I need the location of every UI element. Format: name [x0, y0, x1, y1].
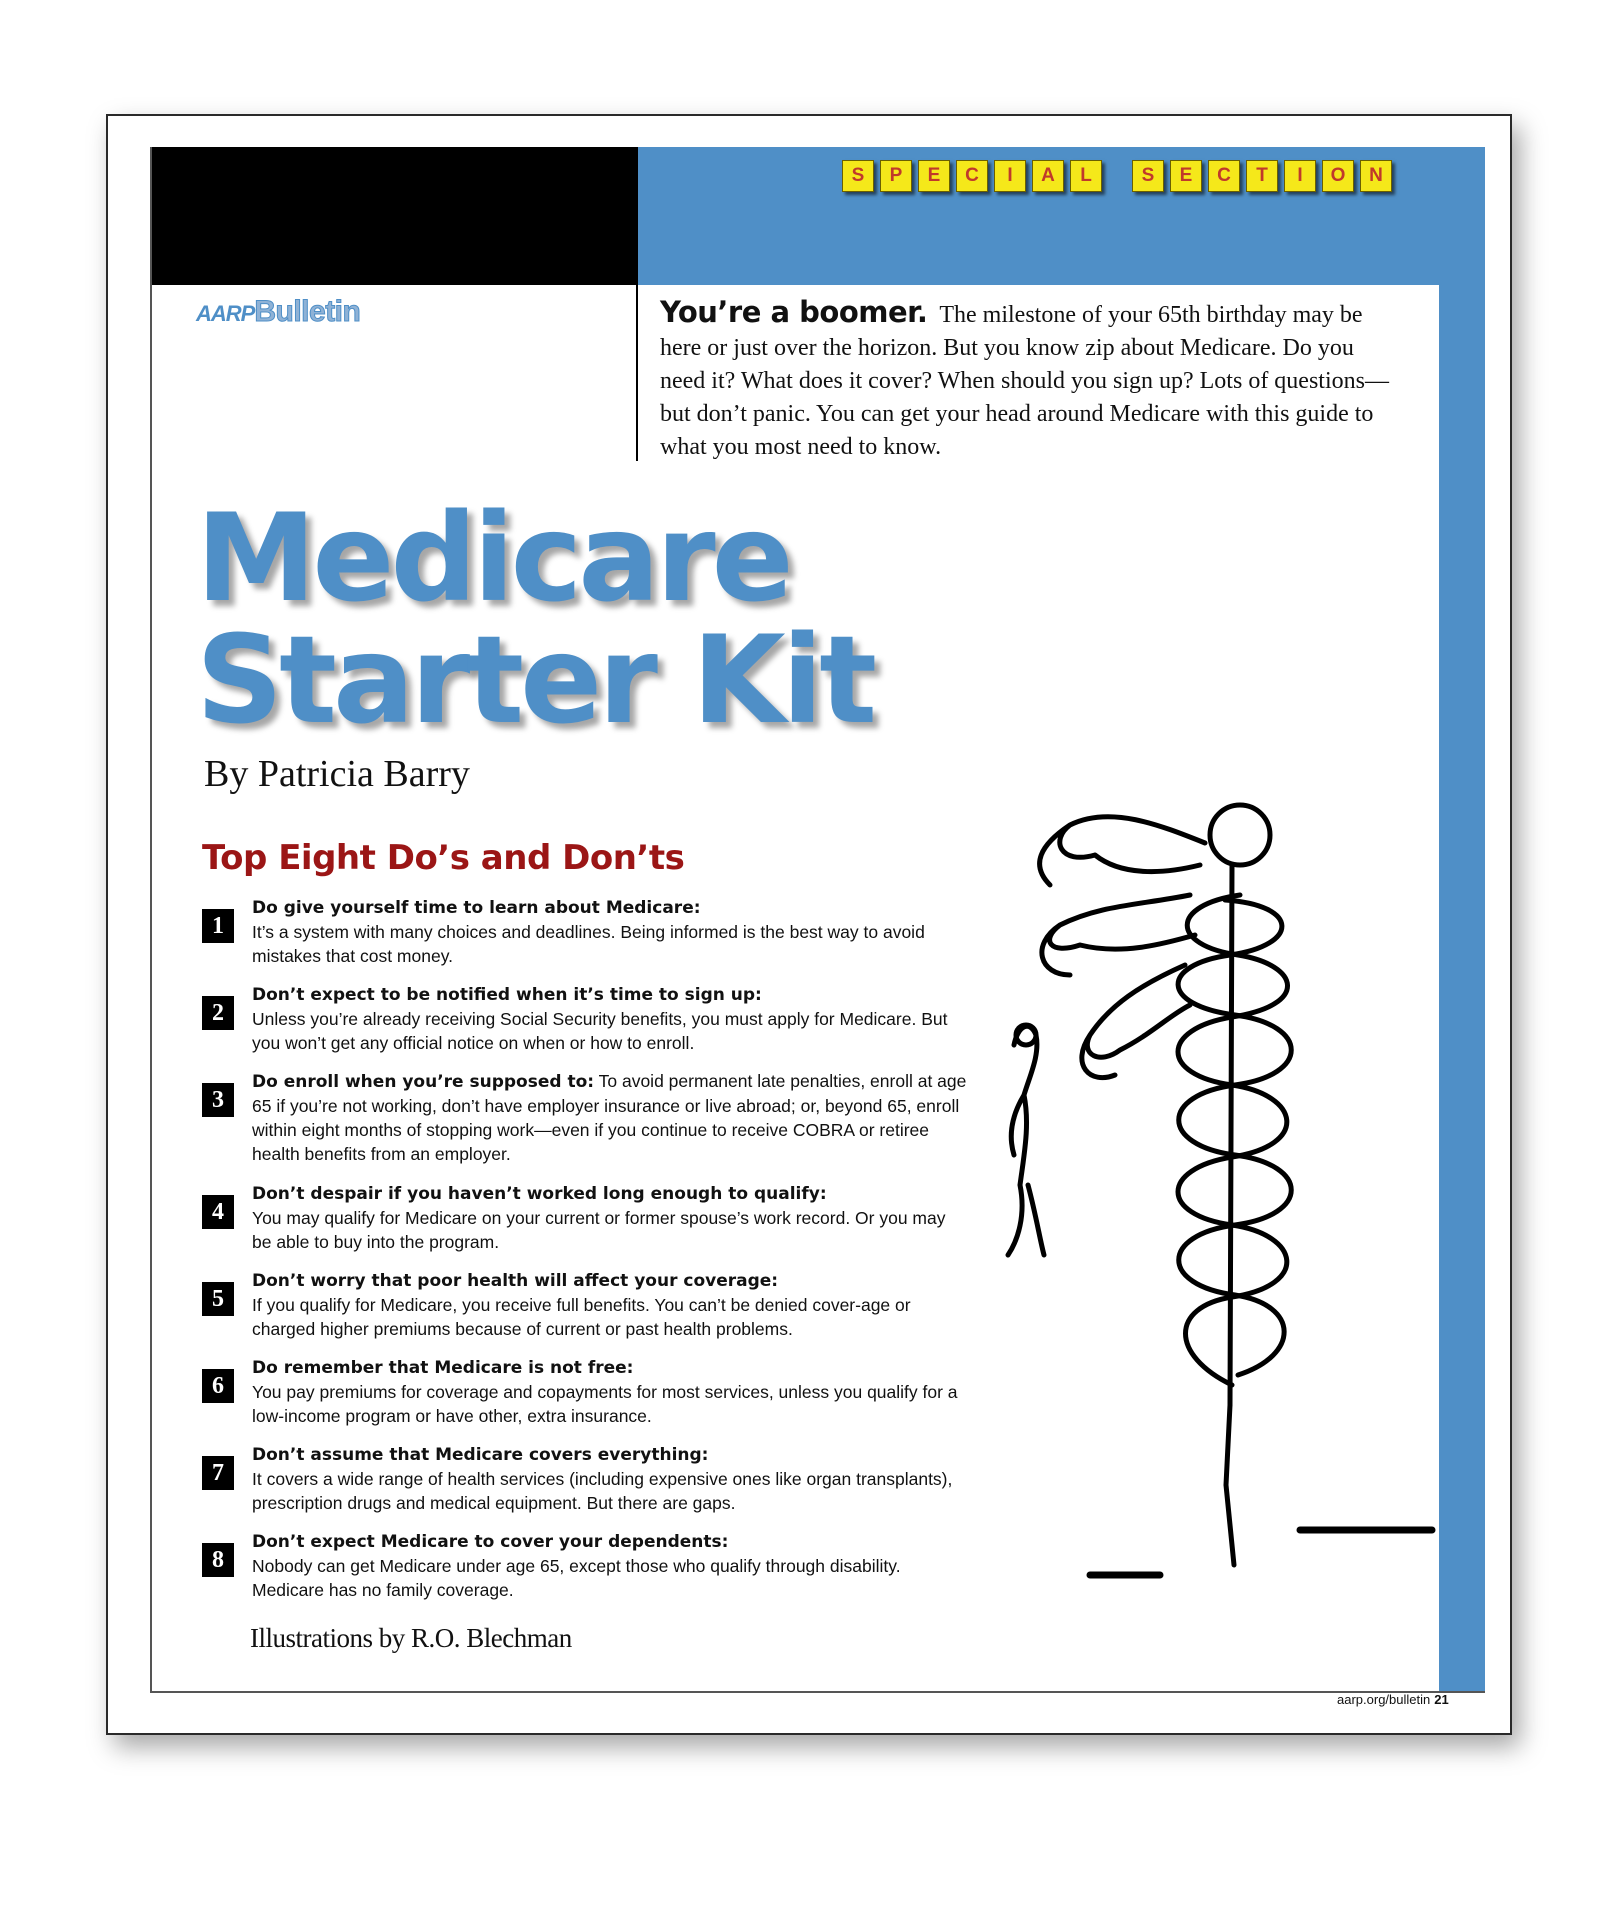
blue-side-bar [1439, 285, 1485, 1693]
item-heading: Don’t worry that poor health will affect your coverage: [252, 1271, 779, 1291]
black-header-block [150, 147, 638, 285]
special-section-tiles [842, 160, 1392, 192]
special-section-tile: T [1246, 160, 1278, 192]
title-line-2: Starter Kit [196, 610, 874, 751]
item-text [252, 1355, 968, 1428]
item-text [252, 982, 968, 1055]
list-item [202, 895, 962, 982]
item-number: 4 [202, 1195, 234, 1229]
item-number: 6 [202, 1369, 234, 1403]
frame-rule-bottom [150, 1691, 1485, 1693]
staff-pole [1230, 865, 1232, 1405]
wing-lower [1082, 965, 1190, 1078]
special-section-tile: C [1208, 160, 1240, 192]
item-body: Nobody can get Medicare under age 65, except those who qualify through disability. Medicare has no family coverage. [252, 1556, 901, 1600]
special-section-tile: A [1032, 160, 1064, 192]
item-text [252, 1181, 968, 1254]
staff-tip [1226, 1405, 1234, 1565]
item-number: 1 [202, 909, 234, 943]
figure-body [1008, 1026, 1044, 1255]
item-heading: Don’t despair if you haven’t worked long enough to qualify: [252, 1184, 827, 1204]
item-body: To avoid permanent late penalties, enroll at age 65 if you’re not working, don’t have employer insurance or live abroad; or, beyond 65, enroll within eight months of stopping work—even if you continue to receive COBRA or retiree health benefits from an employer. [252, 1071, 967, 1164]
special-section-tile: P [880, 160, 912, 192]
item-heading: Don’t assume that Medicare covers everything: [252, 1445, 709, 1465]
item-heading: Do give yourself time to learn about Medicare: [252, 898, 701, 918]
aarp-bulletin-logo [196, 295, 360, 329]
page-number: 21 [1434, 1692, 1449, 1707]
item-text [252, 895, 968, 968]
item-number: 7 [202, 1456, 234, 1490]
item-number: 3 [202, 1083, 234, 1117]
special-section-tile: L [1070, 160, 1102, 192]
item-body: If you qualify for Medicare, you receive full benefits. You can’t be denied cover-age or charged higher premiums because of current or past health problems. [252, 1295, 911, 1339]
item-heading: Do enroll when you’re supposed to: [252, 1072, 595, 1092]
special-section-tile: S [842, 160, 874, 192]
item-number: 2 [202, 996, 234, 1030]
caduceus-illustration [1000, 785, 1440, 1625]
special-section-tile: I [1284, 160, 1316, 192]
list-item [202, 1529, 962, 1616]
page-title [196, 488, 874, 751]
intro-body: The milestone of your 65th birthday may be here or just over the horizon. But you know zip about Medicare. Do you need it? What does it cover? When should you sign up? Lots of questions—but don’t panic. You can get your head around Medicare with this guide to what you most need to know. [660, 302, 1389, 460]
footer-url: aarp.org/bulletin [1337, 1692, 1431, 1707]
page-footer [1337, 1692, 1449, 1707]
wing-upper [1040, 817, 1205, 885]
item-text [252, 1529, 968, 1602]
item-body: It covers a wide range of health services (including expensive ones like organ transplants), prescription drugs and medical equipment. But there are gaps. [252, 1469, 953, 1513]
item-number: 8 [202, 1543, 234, 1577]
item-heading: Do remember that Medicare is not free: [252, 1358, 634, 1378]
special-section-tile: O [1322, 160, 1354, 192]
item-body: You may qualify for Medicare on your current or former spouse’s work record. Or you may be able to buy into the program. [252, 1208, 946, 1252]
item-text [252, 1268, 968, 1341]
byline: By Patricia Barry [204, 753, 470, 795]
logo-bulletin: Bulletin [254, 295, 361, 328]
special-section-tile: C [956, 160, 988, 192]
item-number: 5 [202, 1282, 234, 1316]
column-divider [636, 285, 638, 461]
special-section-tile: E [918, 160, 950, 192]
item-heading: Don’t expect Medicare to cover your dependents: [252, 1532, 729, 1552]
item-heading: Don’t expect to be notified when it’s time to sign up: [252, 985, 762, 1005]
item-body: It’s a system with many choices and deadlines. Being informed is the best way to avoid mistakes that cost money. [252, 922, 925, 966]
logo-aarp: AARP [196, 301, 255, 326]
dos-donts-list [202, 895, 967, 1616]
item-body: Unless you’re already receiving Social Security benefits, you must apply for Medicare. But you won’t get any official notice on when or how to enroll. [252, 1009, 948, 1053]
special-section-tile: I [994, 160, 1026, 192]
staff-orb [1210, 805, 1270, 865]
item-text [252, 1069, 968, 1166]
item-text [252, 1442, 968, 1515]
illustration-credit: Illustrations by R.O. Blechman [250, 1623, 572, 1653]
section-heading: Top Eight Do’s and Don’ts [202, 838, 685, 878]
list-item [202, 1268, 962, 1355]
intro-lead: You’re a boomer. [660, 295, 928, 329]
list-item [202, 1442, 962, 1529]
title-line-1: Medicare [196, 488, 790, 629]
serpent-right [1178, 900, 1291, 1375]
list-item [202, 1069, 967, 1181]
intro-paragraph [660, 296, 1400, 464]
item-body: You pay premiums for coverage and copayments for most services, unless you qualify for a low-income program or have other, extra insurance. [252, 1382, 958, 1426]
list-item [202, 1355, 962, 1442]
list-item [202, 1181, 962, 1268]
tile-gap [1108, 160, 1126, 192]
frame-rule-left [150, 147, 152, 1693]
list-item [202, 982, 962, 1069]
wing-middle [1042, 895, 1195, 975]
special-section-tile: S [1132, 160, 1164, 192]
special-section-tile: E [1170, 160, 1202, 192]
special-section-tile: N [1360, 160, 1392, 192]
